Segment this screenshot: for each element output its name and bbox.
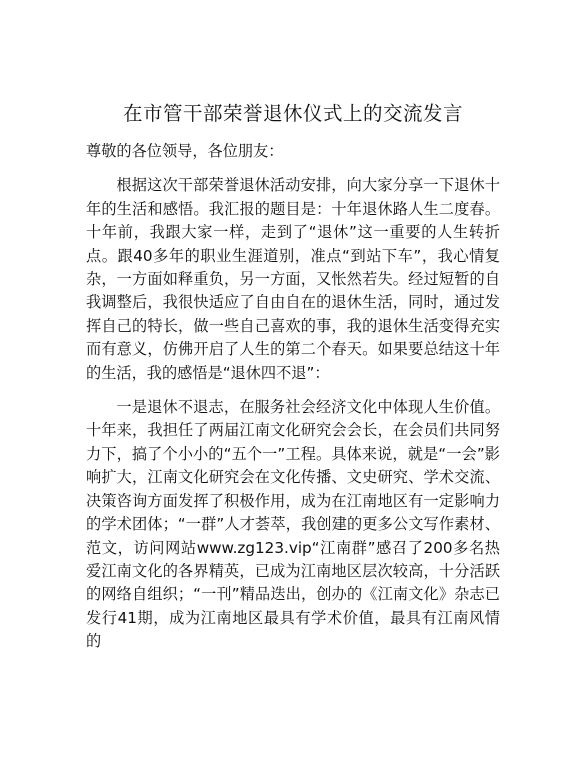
paragraph-1: 根据这次干部荣誉退休活动安排，向大家分享一下退休十年的生活和感悟。我汇报的题目是：十年退休路人生二度春。十年前，我跟大家一样，走到了“退休”这一重要的人生转折点。跟40多年的职业生涯道别，准点“到站下车”，我心情复杂，一方面如释重负，另一方面，又怅然若失。经过短暂的自我调整后，我很快适应了自由自在的退休生活，同时，通过发挥自己的特长，做一些自己喜欢的事，我的退休生活变得充实而有意义，仿佛开启了人生的第二个春天。如果要总结这十年的生活，我的感悟是“退休四不退”： — [86, 176, 500, 382]
document-body — [86, 140, 500, 654]
document-title: 在市管干部荣誉退休仪式上的交流发言 — [122, 102, 463, 125]
salutation: 尊敬的各位领导，各位朋友： — [86, 142, 284, 160]
paragraph-2: 一是退休不退志，在服务社会经济文化中体现人生价值。十年来，我担任了两届江南文化研究会会长，在会员们共同努力下，搞了个小小的“五个一”工程。具体来说，就是“一会”影响扩大，江南文化研究会在文化传播、文史研究、学术交流、决策咨询方面发挥了积极作用，成为在江南地区有一定影响力的学术团体；“一群”人才荟萃，我创建的更多公文写作素材、范文，访问网站www.zg123.vip“江南群”感召了200多名热爱江南文化的各界精英，已成为江南地区层次较高，十分活跃的网络自组织；“一刊”精品迭出，创办的《江南文化》杂志已发行41期，成为江南地区最具有学术价值，最具有江南风情的 — [86, 398, 500, 651]
